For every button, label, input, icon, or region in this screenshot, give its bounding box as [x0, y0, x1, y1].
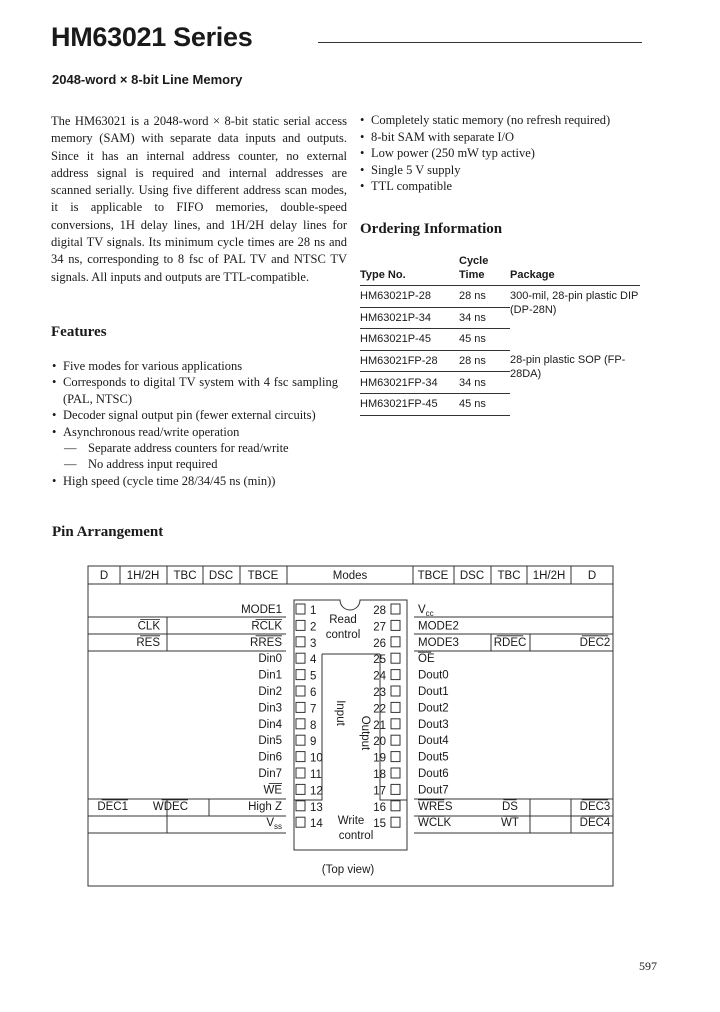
- page-title: HM63021 Series: [51, 22, 253, 52]
- pin-number: 15: [373, 818, 386, 831]
- list-item: • Corresponds to digital TV system with 4 fsc sampling (PAL, NTSC): [52, 374, 338, 407]
- pin-pad-left: [296, 768, 305, 778]
- read-control-label-2: control: [325, 629, 361, 641]
- hdr-right-dsc: DSC: [459, 570, 485, 582]
- pin-name: Din1: [258, 669, 282, 682]
- write-control-label-1: Write: [337, 815, 365, 827]
- pin-name: Dout7: [418, 784, 449, 797]
- col-type-header: Type No.: [360, 254, 459, 286]
- hdr-left-tbc: TBC: [173, 570, 197, 582]
- pin-name: WRES: [418, 800, 453, 813]
- pin-pad-left: [296, 670, 305, 680]
- pin-pad-right: [391, 620, 400, 630]
- pin-name: WCLK: [418, 817, 452, 830]
- pin-number: 16: [373, 801, 386, 814]
- pin-name: Dout4: [418, 735, 449, 748]
- list-subitem: — No address input required: [64, 457, 218, 472]
- list-item: • Five modes for various applications: [52, 358, 338, 374]
- input-label: Input: [334, 700, 346, 726]
- pin-number: 21: [373, 719, 386, 732]
- pin-pad-right: [391, 735, 400, 745]
- hdr-right-d: D: [587, 570, 597, 582]
- table-row: HM63021P-34 34 ns: [360, 307, 640, 329]
- pin-alt-name: WDEC: [152, 800, 188, 813]
- pin-number: 14: [310, 818, 323, 831]
- pin-pad-right: [391, 702, 400, 712]
- pin-number: 25: [373, 654, 386, 667]
- top-view-label: (Top view): [321, 864, 375, 876]
- features-heading: Features: [51, 324, 107, 340]
- pin-name: Dout1: [418, 686, 449, 698]
- pin-name: Dout6: [418, 768, 449, 780]
- pin-alt-name-2: DEC2: [579, 636, 611, 649]
- pin-number: 5: [310, 670, 317, 683]
- package-sop: 28-pin plastic SOP (FP-28DA): [510, 354, 626, 381]
- pin-number: 3: [310, 637, 317, 650]
- pin-name: Din3: [258, 702, 282, 715]
- pin-name: Din0: [258, 653, 282, 666]
- list-item: • High speed (cycle time 28/34/45 ns (min)): [52, 473, 338, 489]
- pin-name: Din7: [258, 768, 282, 780]
- pin-number: 2: [310, 621, 317, 634]
- pin-alt-name-2: DEC3: [579, 800, 611, 813]
- pin-name: Din5: [258, 735, 282, 748]
- pin-alt-name-2: DEC1: [97, 800, 128, 813]
- pin-name: MODE2: [418, 620, 459, 633]
- pin-name: Dout5: [418, 751, 449, 764]
- ordering-heading: Ordering Information: [360, 221, 503, 237]
- pin-name: Din6: [258, 751, 282, 764]
- list-item: • Low power (250 mW typ active): [360, 145, 610, 162]
- pin-name: Dout2: [418, 702, 449, 715]
- pin-pad-right: [391, 768, 400, 778]
- hdr-left-d: D: [99, 570, 109, 582]
- pin-number: 9: [310, 736, 317, 749]
- col-package-header: Package: [510, 254, 640, 286]
- list-item: • TTL compatible: [360, 178, 610, 195]
- pin-number: 24: [373, 670, 386, 683]
- pin-number: 22: [373, 703, 386, 716]
- pin-number: 27: [373, 621, 386, 634]
- pin-name: OE: [418, 653, 435, 666]
- pin-pad-left: [296, 752, 305, 762]
- pin-pad-left: [296, 719, 305, 729]
- hdr-left-dsc: DSC: [208, 570, 234, 582]
- pin-alt-name: DS: [502, 800, 518, 813]
- pin-pad-right: [391, 670, 400, 680]
- pin-alt-name: RDEC: [493, 636, 527, 649]
- hdr-left-tbce: TBCE: [247, 570, 279, 582]
- table-row: HM63021P-28 28 ns 300-mil, 28-pin plastic DIP (DP-28N): [360, 286, 640, 308]
- pin-name: Dout3: [418, 718, 449, 731]
- col-cycle-header: Cycle Time: [459, 254, 510, 286]
- description-paragraph: The HM63021 is a 2048-word × 8-bit static serial access memory (SAM) with separate data inputs and outputs. Since it has an internal address counter, no external address signal is required and internal addresses are scanned serially. Using five different address scan modes, it is applicable to FIFO memories, double-speed conversions, 1H delay lines, and 1H/2H delay lines for digital TV signals. Its minimum cycle times are 28 ns and 34 ns, corresponding to 8 fsc of PAL TV and NTSC TV signals. All inputs and outputs are TTL-compatible.: [51, 114, 347, 284]
- pin-name: MODE3: [418, 636, 459, 649]
- list-subitem: — Separate address counters for read/write: [64, 441, 289, 456]
- pin-number: 10: [310, 752, 323, 765]
- pin-alt-name: WT: [501, 817, 519, 830]
- table-row: HM63021FP-28 28 ns 28-pin plastic SOP (FP-28DA): [360, 350, 640, 372]
- pin-number: 11: [310, 769, 322, 781]
- pin-pad-left: [296, 637, 305, 647]
- pin-number: 23: [373, 687, 386, 699]
- pin-pad-left: [296, 784, 305, 794]
- list-item: • Single 5 V supply: [360, 162, 610, 179]
- pin-number: 8: [310, 719, 317, 732]
- pin-number: 1: [310, 605, 317, 617]
- read-control-label-1: Read: [329, 614, 357, 626]
- pin-name: WE: [263, 784, 282, 797]
- pin-name: Din2: [258, 686, 282, 698]
- pin-name: RRES: [250, 636, 282, 649]
- pin-alt-name: RES: [136, 636, 160, 649]
- table-row: HM63021FP-45 45 ns: [360, 393, 640, 415]
- pin-name: High Z: [248, 800, 282, 813]
- hdr-modes: Modes: [332, 570, 368, 582]
- hdr-right-tbc: TBC: [497, 570, 521, 582]
- write-control-label-2: control: [338, 830, 374, 842]
- pin-number: 26: [373, 637, 386, 650]
- pin-pad-left: [296, 702, 305, 712]
- pin-number: 7: [310, 703, 317, 716]
- list-item: • 8-bit SAM with separate I/O: [360, 129, 610, 146]
- pin-alt-name-2: DEC4: [579, 817, 611, 830]
- pin-name: $V_{cc}$: [418, 604, 434, 618]
- pin-pad-right: [391, 686, 400, 696]
- package-dip: 300-mil, 28-pin plastic DIP (DP-28N): [510, 290, 639, 316]
- hdr-right-1h2h: 1H/2H: [532, 570, 566, 582]
- pin-pad-left: [296, 620, 305, 630]
- pin-name: RCLK: [251, 620, 282, 633]
- page-subtitle: 2048-word × 8-bit Line Memory: [52, 72, 243, 87]
- pin-alt-name: CLK: [137, 620, 160, 633]
- pin-pad-left: [296, 686, 305, 696]
- pin-number: 4: [310, 654, 317, 667]
- pin-number: 17: [373, 785, 386, 798]
- table-row: HM63021P-45 45 ns: [360, 329, 640, 351]
- pin-name: MODE1: [241, 604, 282, 616]
- pin-number: 19: [373, 752, 386, 765]
- output-label: Output: [359, 715, 371, 751]
- hdr-left-1h2h: 1H/2H: [126, 570, 160, 582]
- pin-number: 28: [373, 605, 386, 617]
- pin-pad-left: [296, 735, 305, 745]
- pin-pad-right: [391, 784, 400, 794]
- pin-name: $V_{ss}$: [266, 817, 282, 832]
- pin-number: 13: [310, 801, 323, 814]
- pin-pad-right: [391, 801, 400, 811]
- pin-pad-left: [296, 653, 305, 663]
- pin-number: 12: [310, 785, 323, 798]
- hdr-right-tbce: TBCE: [417, 570, 449, 582]
- pin-pad-right: [391, 752, 400, 762]
- pin-name: Din4: [258, 718, 282, 731]
- pin-pad-right: [391, 817, 400, 827]
- pin-pad-left: [296, 801, 305, 811]
- pin-pad-left: [296, 604, 305, 614]
- pin-pad-right: [391, 637, 400, 647]
- pin-pad-left: [296, 817, 305, 827]
- list-item: • Asynchronous read/write operation: [52, 424, 338, 440]
- pin-number: 20: [373, 736, 386, 749]
- list-item: • Completely static memory (no refresh required): [360, 112, 610, 129]
- pin-pad-right: [391, 604, 400, 614]
- pin-name: Dout0: [418, 669, 449, 682]
- pin-number: 6: [310, 687, 317, 699]
- pin-pad-right: [391, 653, 400, 663]
- table-row: HM63021FP-34 34 ns: [360, 372, 640, 394]
- pin-number: 18: [373, 769, 386, 781]
- page-number: 597: [639, 959, 657, 973]
- list-item: • Decoder signal output pin (fewer external circuits): [52, 407, 338, 423]
- pin-pad-right: [391, 719, 400, 729]
- pin-arrangement-heading: Pin Arrangement: [52, 524, 164, 540]
